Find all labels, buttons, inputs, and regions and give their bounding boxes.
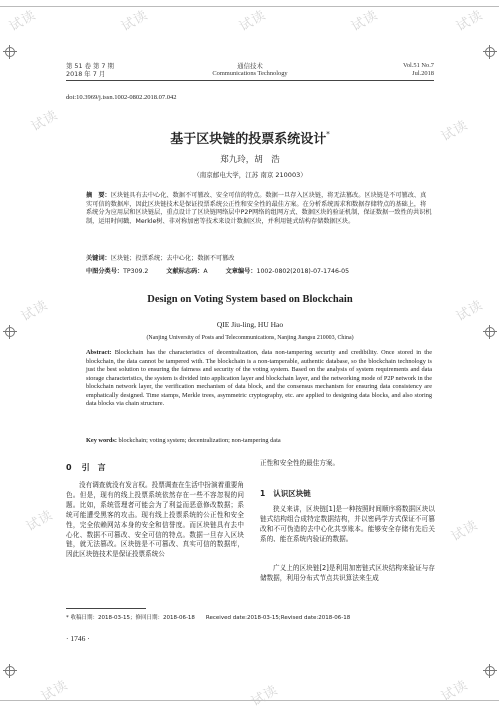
footnote-mark: * bbox=[66, 615, 69, 621]
keywords-cn-text: 区块链；投票系统；去中心化；数据不可篡改 bbox=[110, 255, 235, 262]
journal-name-en: Communications Technology bbox=[212, 70, 288, 77]
watermark: 试读 bbox=[119, 7, 151, 35]
clc-value: TP309.2 bbox=[123, 268, 149, 275]
keywords-en-text: blockchain; voting system; decentralization; non-tampering data bbox=[118, 437, 281, 444]
abstract-cn-label: 摘 要： bbox=[86, 192, 111, 199]
issue-date: 2018 年 7 月 bbox=[66, 70, 106, 78]
registration-mark bbox=[483, 664, 497, 678]
keywords-cn bbox=[86, 255, 432, 264]
doc-code-label: 文献标志码： bbox=[166, 268, 204, 275]
section-1-title: 认识区块链 bbox=[273, 489, 311, 498]
date-en: Jul.2018 bbox=[412, 70, 434, 77]
watermark: 试读 bbox=[454, 297, 486, 325]
footnote bbox=[66, 613, 434, 621]
authors-cn: 郑九玲，胡 浩 bbox=[220, 155, 280, 165]
section-1-paragraph-2: 广义上的区块链[2]是利用加密链式区块结构来验证与存储数据，利用分布式节点共识算法来生成 bbox=[260, 564, 435, 582]
watermark: 试读 bbox=[24, 507, 56, 535]
volume-issue: 第 51 卷 第 7 期 bbox=[66, 62, 114, 70]
abstract-cn-text: 区块链具有去中心化、数据不可篡改、安全可信的特点。数据一旦存入区块链，将无法篡改。区块链是不可篡改、真实可信的数据库，因此区块链技术是保证投票系统公正性和安全性的最佳方案。在分析系统需求和数据存储特点的基础上，将系统分为应用层和区块链层，重点设计了区块链网络层中P2P网络的组网方式、数据区块的验证机制，保证数据一致性的共识机制，运用时间戳、Merkle树、非对称加密等技术来设计数据区块，并利用链式结构存储数据区块。 bbox=[86, 192, 432, 225]
clc-label: 中图分类号： bbox=[86, 268, 124, 275]
abstract-en-text: Blockchain has the characteristics of decentralization, data non-tampering security and credibility. Once stored in the blockchain, the data cannot be tampered with. The blockchain is a non-tamperable, authentic database, so the blockchain technology is just the best solution to ensuring the fairness and security of the voting system. Based on the analysis of system requirements and data storage characteristics, the system is divided into application layer and blockchain layer, and the networking mode of P2P network in the blockchain network layer, the verification mechanism of data block, and the consensus mechanism for ensuring data consistency are emphatically designed. Time stamps, Merkle trees, asymmetric cryptography, etc. are applied to designing data blocks, and also storing data blocks via chain structure. bbox=[86, 349, 432, 407]
section-0-number: 0 bbox=[66, 463, 72, 472]
section-1-number: 1 bbox=[260, 489, 266, 498]
title-footnote-mark: * bbox=[326, 130, 330, 139]
registration-mark bbox=[3, 45, 17, 59]
authors-en: QIE Jiu-ling, HU Hao bbox=[216, 320, 284, 329]
section-0-paragraph: 没有调查就没有发言权。投票调查在生活中扮演着重要角色。但是，现有的线上投票系统依然存在一些不容忽视的问题。比如，系统管理者可能会为了利益而恶意修改数据；系统可能遭受黑客的攻击。现有线上投票系统的公正性和安全性，完全依赖网站本身的安全和信誉度。而区块链具有去中心化、数据不可篡改、安全可信的特点。数据一旦存入区块链，就无法篡改。区块链是不可篡改、真实可信的数据库，因此区块链技术是保证投票系统公 bbox=[66, 481, 244, 559]
header-rule bbox=[66, 80, 434, 81]
article-no-value: 1002-0802(2018)-07-1746-05 bbox=[256, 268, 350, 275]
registration-mark bbox=[3, 325, 17, 339]
abstract-cn bbox=[86, 192, 432, 226]
trim-line bbox=[0, 700, 499, 701]
title-cn: 基于区块链的投票系统设计 bbox=[170, 132, 327, 147]
section-0-heading bbox=[66, 462, 106, 473]
watermark: 试读 bbox=[349, 7, 381, 35]
right-column-continuation: 正性和安全性的最佳方案。 bbox=[260, 459, 340, 467]
watermark: 试读 bbox=[439, 677, 471, 705]
watermark: 试读 bbox=[237, 7, 269, 35]
page-number: · 1746 · bbox=[66, 634, 90, 643]
article-no-label: 文章编号： bbox=[225, 268, 257, 275]
watermark: 试读 bbox=[449, 517, 481, 545]
title-cn-block bbox=[66, 128, 434, 147]
watermark: 试读 bbox=[7, 7, 39, 35]
trim-line bbox=[0, 6, 499, 7]
keywords-en bbox=[86, 437, 432, 446]
header-center bbox=[190, 62, 310, 78]
section-1-paragraph-1: 狭义来讲，区块链[1]是一种按照时间顺序将数据区块以链式结构组合成特定数据结构，并以密码学方式保证不可篡改和不可伪造的去中心化共享账本。能够安全存储有先后关系的、能在系统内验证的数据。 bbox=[260, 505, 435, 543]
doc-code-value: A bbox=[203, 268, 208, 275]
watermark: 试读 bbox=[439, 117, 471, 145]
header-left bbox=[66, 62, 114, 78]
watermark: 试读 bbox=[249, 682, 281, 710]
title-en: Design on Voting System based on Blockchain bbox=[147, 294, 353, 305]
volume-en: Vol.51 No.7 bbox=[403, 62, 434, 69]
journal-name-cn: 通信技术 bbox=[237, 62, 263, 70]
affiliation-cn: （南京邮电大学，江苏 南京 210003） bbox=[193, 171, 307, 179]
classification-line bbox=[86, 268, 432, 277]
footnote-rule bbox=[66, 608, 146, 609]
abstract-en-label: Abstract: bbox=[86, 349, 112, 356]
footnote-text: 收稿日期：2018-03-15；修回日期：2018-06-18 Received date:2018-03-15;Revised date:2018-06-18 bbox=[70, 615, 351, 621]
keywords-en-label: Key words: bbox=[86, 437, 117, 444]
affiliation-en: (Nanjing University of Posts and Telecommunications, Nanjing Jiangsu 210003, China) bbox=[146, 335, 354, 341]
watermark: 试读 bbox=[29, 107, 61, 135]
doi: doi:10.3969/j.issn.1002-0802.2018.07.042 bbox=[66, 94, 177, 101]
registration-mark bbox=[483, 325, 497, 339]
header-right bbox=[360, 62, 434, 78]
section-1-heading bbox=[260, 488, 311, 499]
registration-mark bbox=[3, 664, 17, 678]
keywords-cn-label: 关键词： bbox=[86, 255, 111, 262]
registration-mark bbox=[483, 45, 497, 59]
abstract-en bbox=[86, 349, 432, 409]
watermark: 试读 bbox=[19, 297, 51, 325]
watermark: 试读 bbox=[39, 677, 71, 705]
section-0-title: 引 言 bbox=[81, 463, 106, 472]
watermark: 试读 bbox=[454, 7, 486, 35]
